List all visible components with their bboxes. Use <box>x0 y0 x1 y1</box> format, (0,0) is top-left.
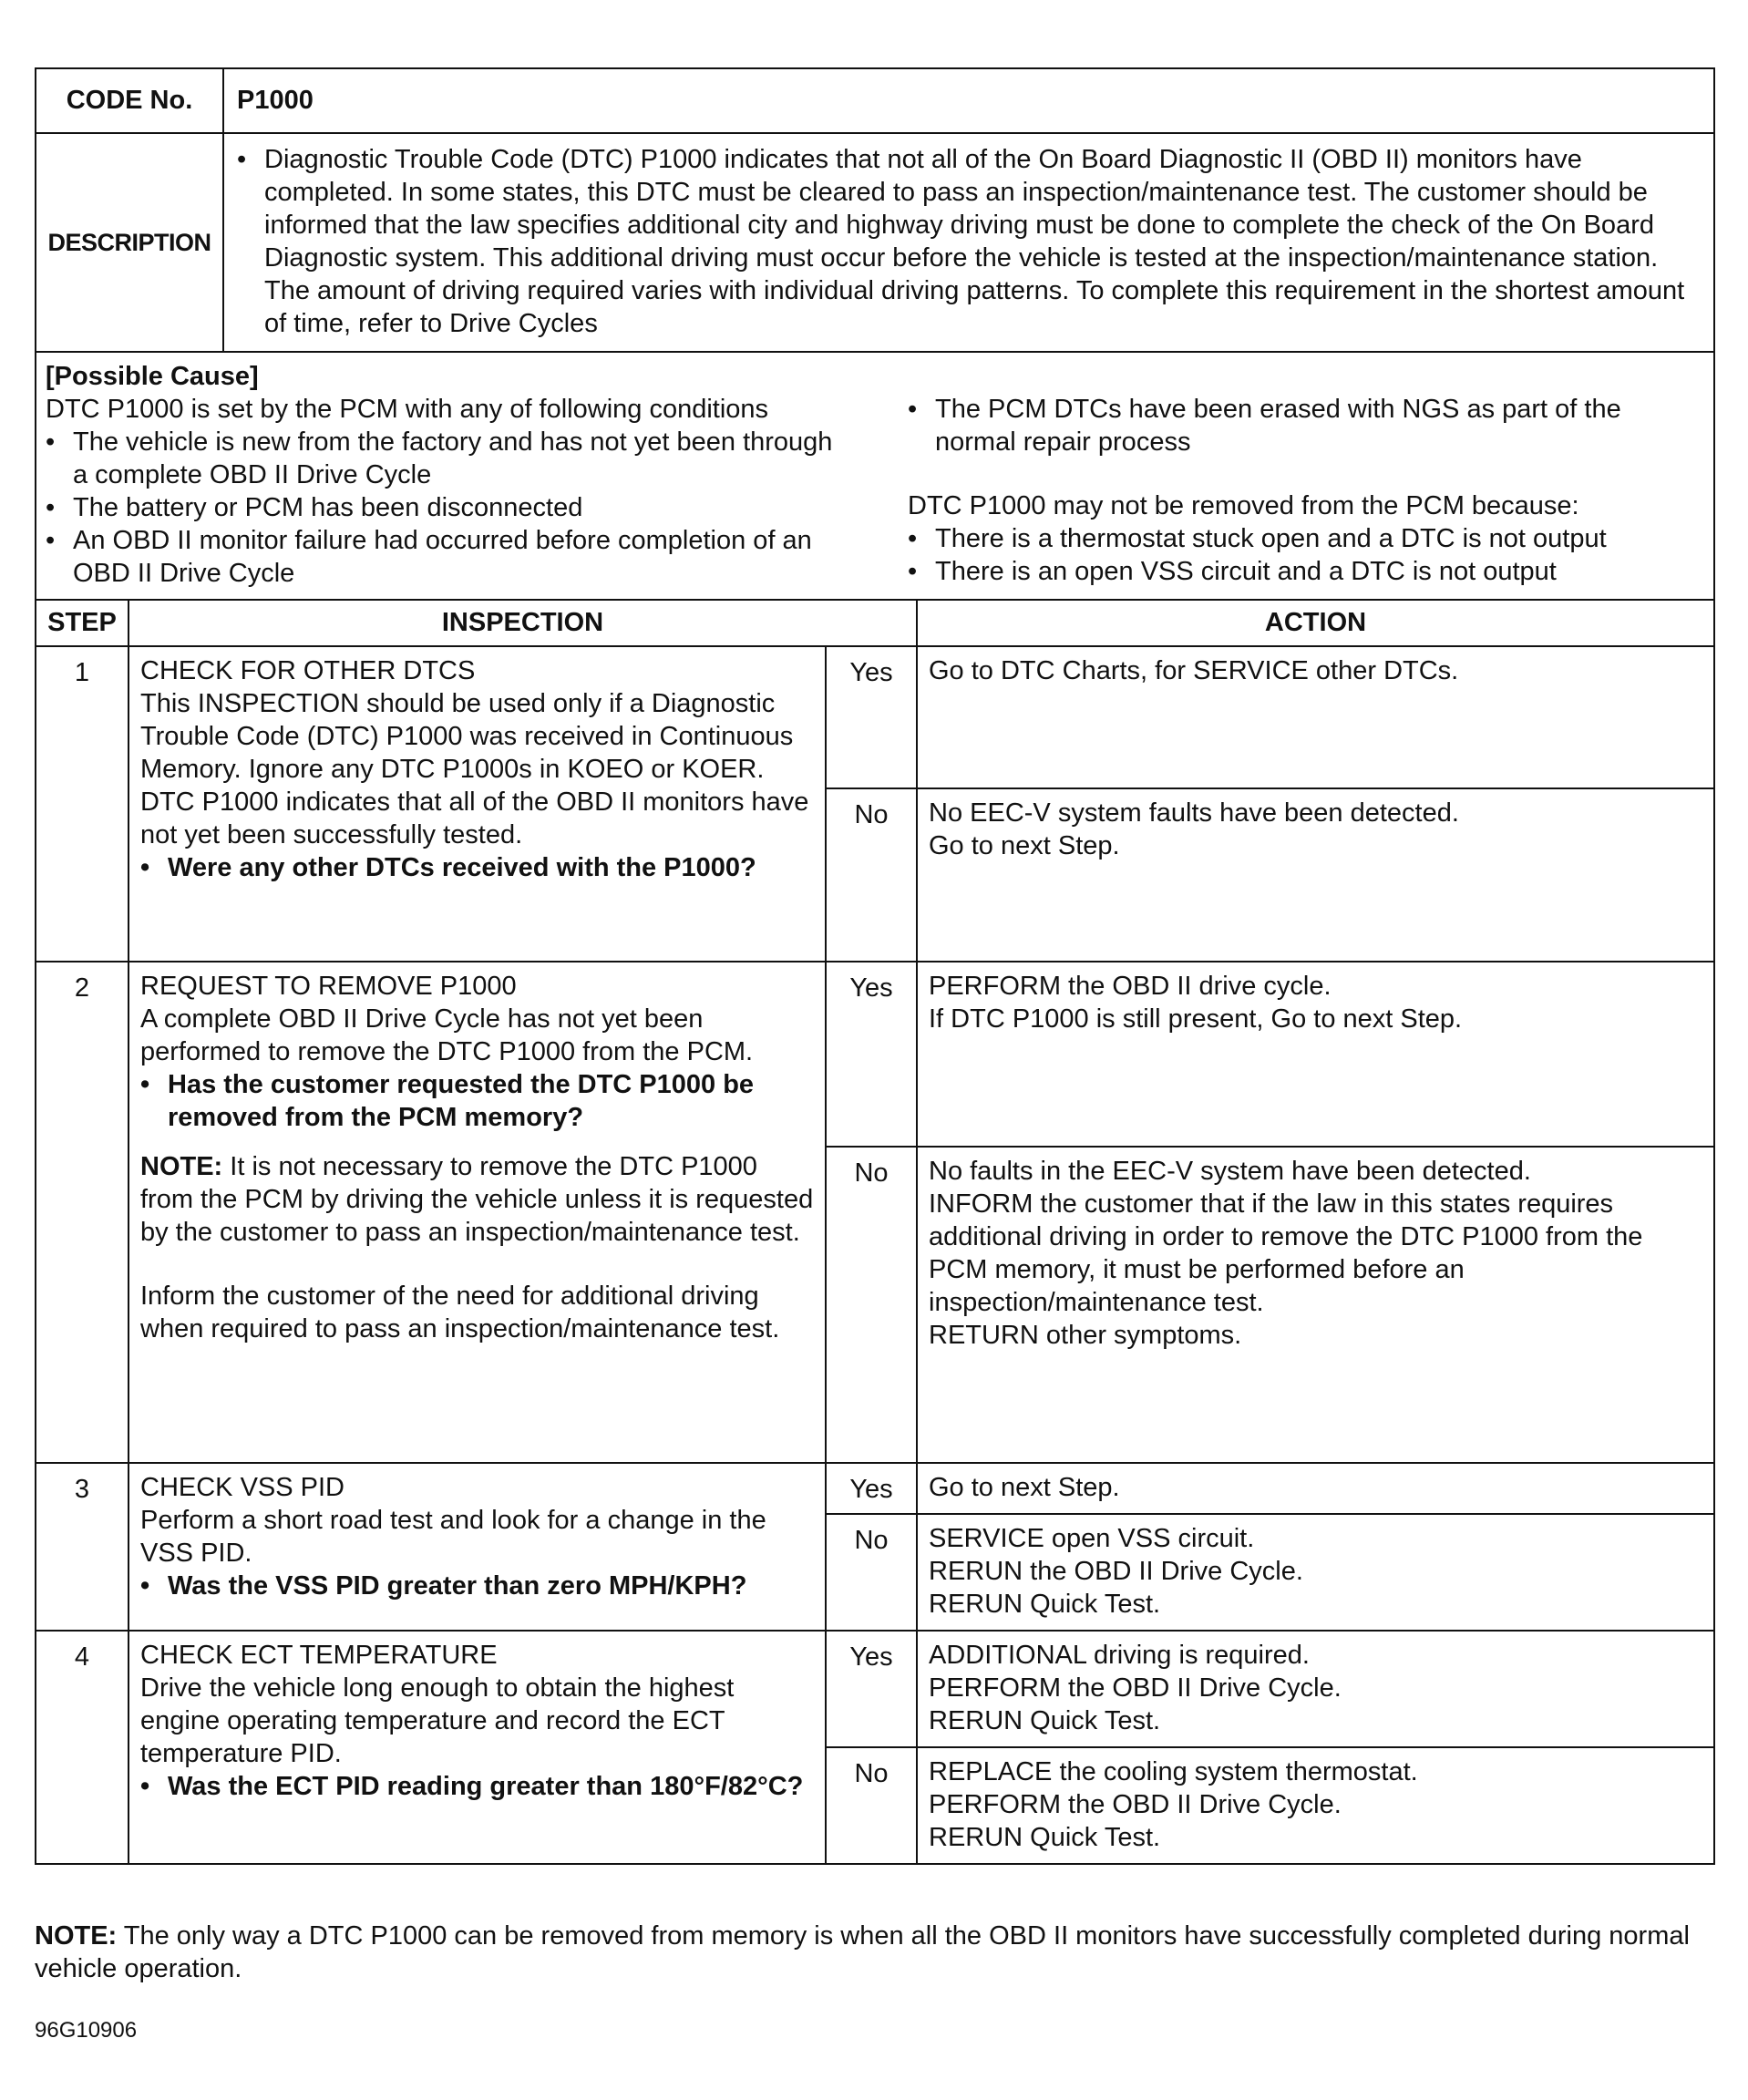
step-title: CHECK VSS PID <box>140 1473 344 1502</box>
code-table <box>35 67 1715 601</box>
bullet-icon: • <box>908 395 918 424</box>
action-line: PERFORM the OBD II Drive Cycle. <box>929 1673 1342 1703</box>
step-body: A complete OBD II Drive Cycle has not yet been performed to remove the DTC P1000 from the PCM. <box>140 1004 754 1066</box>
possible-cause-cell <box>36 352 1714 600</box>
step-body: Perform a short road test and look for a change in the VSS PID. <box>140 1506 766 1568</box>
action-line: SERVICE open VSS circuit. <box>929 1524 1255 1553</box>
possible-cause-title: [Possible Cause] <box>46 362 259 391</box>
cause-item: An OBD II monitor failure had occurred before completion of an OBD II Drive Cycle <box>73 526 812 588</box>
possible-cause-intro: DTC P1000 is set by the PCM with any of following conditions <box>46 395 769 424</box>
bullet-icon: • <box>140 1571 150 1601</box>
description-cell <box>223 133 1714 352</box>
action-line: RERUN Quick Test. <box>929 1706 1161 1735</box>
step-body: DTC P1000 indicates that all of the OBD II monitors have not yet been successfully tested. <box>140 788 809 849</box>
action-line: Go to next Step. <box>929 1473 1120 1502</box>
inspection-cell <box>129 646 826 962</box>
yes-label: Yes <box>826 646 917 788</box>
step-extra: Inform the customer of the need for additional driving when required to pass an inspection/maintenance test. <box>140 1282 780 1343</box>
action-line: PERFORM the OBD II Drive Cycle. <box>929 1790 1342 1819</box>
no-action <box>917 788 1714 962</box>
inspection-cell <box>129 1631 826 1864</box>
action-line: If DTC P1000 is still present, Go to next Step. <box>929 1004 1463 1034</box>
action-line: Go to DTC Charts, for SERVICE other DTCs. <box>929 656 1459 685</box>
step-number: 1 <box>36 646 129 962</box>
step-table <box>35 599 1715 1865</box>
figure-id: 96G10906 <box>35 2018 138 2043</box>
no-action <box>917 1514 1714 1631</box>
bullet-icon: • <box>46 493 56 522</box>
action-line: REPLACE the cooling system thermostat. <box>929 1757 1418 1786</box>
step-column-header: STEP <box>36 600 129 646</box>
yes-label: Yes <box>826 1631 917 1747</box>
removal-item: There is an open VSS circuit and a DTC is not output <box>935 557 1557 586</box>
bullet-icon: • <box>908 557 918 586</box>
footer-note <box>35 1920 1715 1985</box>
step-question: Were any other DTCs received with the P1000? <box>168 853 756 882</box>
step-question: Was the ECT PID reading greater than 180°F/82°C? <box>168 1772 804 1801</box>
bullet-icon: • <box>140 853 150 882</box>
no-label: No <box>826 1514 917 1631</box>
inspection-column-header: INSPECTION <box>129 600 917 646</box>
action-line: PERFORM the OBD II drive cycle. <box>929 972 1332 1001</box>
no-label: No <box>826 788 917 962</box>
yes-action <box>917 1463 1714 1514</box>
step-number: 3 <box>36 1463 129 1631</box>
action-line: INFORM the customer that if the law in this states requires additional driving in order to remove the DTC P1000 from the PCM memory, it must be performed before an inspection/maintenance test. <box>929 1189 1643 1317</box>
no-label: No <box>826 1747 917 1864</box>
cause-item: The vehicle is new from the factory and has not yet been through a complete OBD II Drive Cycle <box>73 427 833 489</box>
footer-note-label: NOTE: <box>35 1921 118 1951</box>
step-title: CHECK ECT TEMPERATURE <box>140 1641 498 1670</box>
dtc-document <box>35 67 1715 1865</box>
action-line: RERUN Quick Test. <box>929 1823 1161 1852</box>
code-label: CODE No. <box>36 68 223 133</box>
cause-item: The battery or PCM has been disconnected <box>73 493 583 522</box>
action-line: RERUN the OBD II Drive Cycle. <box>929 1557 1303 1586</box>
step-body: This INSPECTION should be used only if a Diagnostic Trouble Code (DTC) P1000 was received in Continuous Memory. Ignore any DTC P1000s in KOEO or KOER. <box>140 689 794 784</box>
yes-action <box>917 646 1714 788</box>
bullet-icon: • <box>237 145 247 174</box>
step-question: Was the VSS PID greater than zero MPH/KPH? <box>168 1571 747 1601</box>
no-action <box>917 1147 1714 1463</box>
note-text: It is not necessary to remove the DTC P1000 from the PCM by driving the vehicle unless it is requested by the customer to pass an inspection/maintenance test. <box>140 1152 814 1247</box>
bullet-icon: • <box>46 526 56 555</box>
step-number: 4 <box>36 1631 129 1864</box>
bullet-icon: • <box>908 524 918 553</box>
yes-action <box>917 1631 1714 1747</box>
action-line: RETURN other symptoms. <box>929 1321 1242 1350</box>
footer-note-text: The only way a DTC P1000 can be removed from memory is when all the OBD II monitors have successfully completed during normal vehicle operation. <box>35 1921 1690 1983</box>
cause-item: The PCM DTCs have been erased with NGS as part of the normal repair process <box>935 395 1621 457</box>
bullet-icon: • <box>46 427 56 457</box>
yes-action <box>917 962 1714 1147</box>
action-line: Go to next Step. <box>929 831 1120 860</box>
description-text: Diagnostic Trouble Code (DTC) P1000 indicates that not all of the On Board Diagnostic II (OBD II) monitors have completed. In some states, this DTC must be cleared to pass an inspection/maintenance test. The customer should be informed that the law specifies additional city and highway driving must be done to complete the check of the On Board Diagnostic system. This additional driving must occur before the vehicle is tested at the inspection/maintenance station. The amount of driving required varies with individual driving patterns. To complete this requirement in the shortest amount of time, refer to Drive Cycles <box>264 145 1685 338</box>
step-note <box>140 1150 814 1249</box>
possible-cause-left <box>46 393 875 590</box>
step-question: Has the customer requested the DTC P1000 be removed from the PCM memory? <box>168 1070 755 1132</box>
step-number: 2 <box>36 962 129 1463</box>
action-line: RERUN Quick Test. <box>929 1590 1161 1619</box>
removal-intro: DTC P1000 may not be removed from the PCM because: <box>908 491 1579 520</box>
action-line: ADDITIONAL driving is required. <box>929 1641 1310 1670</box>
code-value: P1000 <box>223 68 1714 133</box>
step-body: Drive the vehicle long enough to obtain the highest engine operating temperature and record the ECT temperature PID. <box>140 1673 735 1768</box>
no-action <box>917 1747 1714 1864</box>
note-label: NOTE: <box>140 1152 223 1181</box>
possible-cause-right <box>875 393 1704 590</box>
bullet-icon: • <box>140 1772 150 1801</box>
action-line: No EEC-V system faults have been detected. <box>929 798 1459 828</box>
bullet-icon: • <box>140 1070 150 1099</box>
no-label: No <box>826 1147 917 1463</box>
step-title: REQUEST TO REMOVE P1000 <box>140 972 517 1001</box>
action-line: No faults in the EEC-V system have been detected. <box>929 1157 1531 1186</box>
step-title: CHECK FOR OTHER DTCS <box>140 656 476 685</box>
removal-item: There is a thermostat stuck open and a DTC is not output <box>935 524 1607 553</box>
yes-label: Yes <box>826 962 917 1147</box>
description-label: DESCRIPTION <box>36 133 223 352</box>
inspection-cell <box>129 962 826 1463</box>
inspection-cell <box>129 1463 826 1631</box>
action-column-header: ACTION <box>917 600 1714 646</box>
yes-label: Yes <box>826 1463 917 1514</box>
